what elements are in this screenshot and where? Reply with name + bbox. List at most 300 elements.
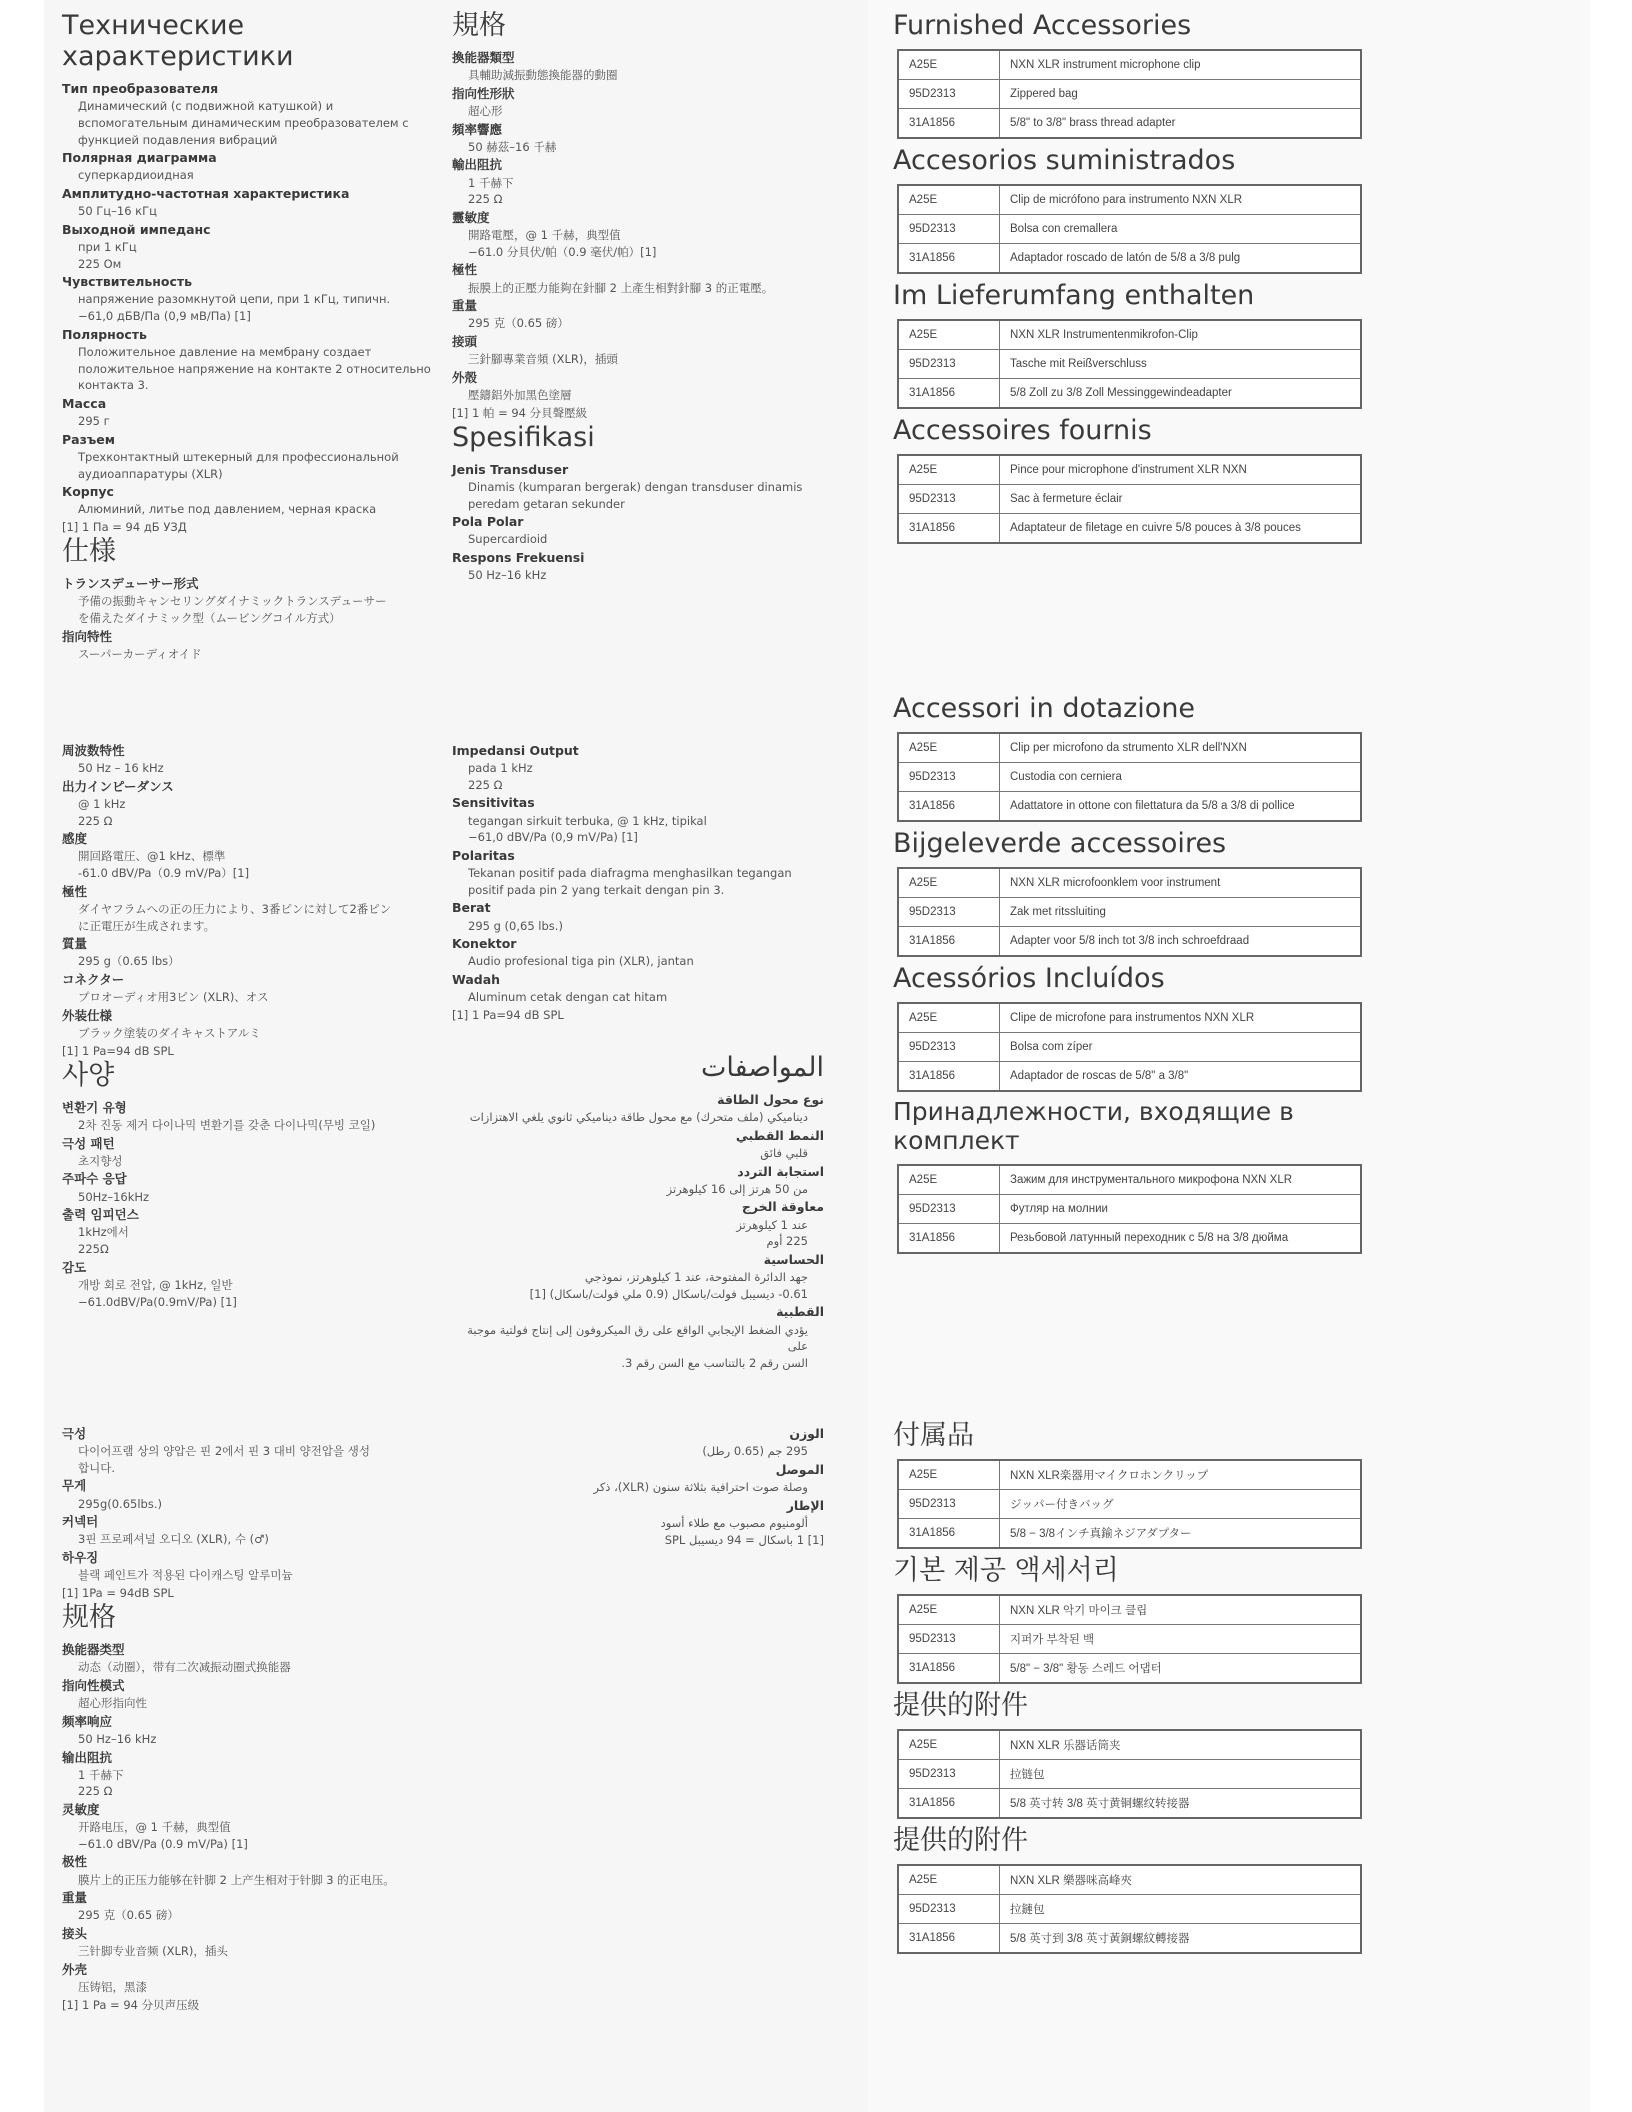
section-title: 规格 (62, 1602, 116, 1634)
accessory-row (898, 215, 1361, 244)
accessory-section (893, 145, 1373, 274)
spec-item (62, 935, 447, 970)
accessory-row (898, 350, 1361, 379)
part-description: Резьбовой латунный переходник с 5/8 на 3/8 дюйма (1000, 1223, 1362, 1253)
accessory-row (898, 1033, 1361, 1062)
part-description: Adaptador de roscas de 5/8" a 3/8" (1000, 1062, 1362, 1092)
spec-value: يؤدي الضغط الإيجابي الواقع على رق الميكروفون إلى إنتاج فولتية موجبة على السن رقم 2 بالتناسب مع السن رقم 3. (467, 1322, 808, 1370)
spec-value: 開路電壓，@ 1 千赫，典型值 −61.0 分貝伏/帕（0.9 毫伏/帕）[1] (468, 228, 657, 259)
accessory-section (893, 963, 1413, 1092)
spec-label: 극성 (62, 1426, 87, 1441)
spec-label: Корпус (62, 484, 114, 500)
part-number: 31A1856 (898, 1519, 1000, 1549)
accessory-section (893, 280, 1373, 409)
spec-item (62, 326, 447, 394)
spec-item (452, 971, 822, 1006)
part-description: Clip per microfono da strumento XLR dell'NXN (1000, 733, 1362, 763)
spec-item (452, 935, 822, 970)
footnote: [1] 1 Pa=94 dB SPL (452, 1007, 564, 1022)
spec-label: معاوقة الخرج (741, 1199, 824, 1215)
spec-item (62, 628, 447, 663)
spec-column-left-bottom (62, 1425, 447, 2014)
accessory-row (898, 868, 1361, 898)
accessory-row (898, 185, 1361, 215)
part-description: NXN XLR楽器用マイクロホンクリップ (1000, 1460, 1362, 1490)
accessories-column-mid (893, 693, 1413, 1260)
spec-value: ديناميكي (ملف متحرك) مع محول طاقة ديناميكي ثانوي يلغي الاهتزازات (469, 1110, 808, 1125)
accessory-section (893, 10, 1373, 139)
spec-section (62, 536, 447, 662)
part-number: A25E (898, 1865, 1000, 1895)
spec-value: Audio profesional tiga pin (XLR), jantan (468, 954, 694, 969)
spec-label: 接头 (62, 1926, 88, 1942)
part-description: 5/8" to 3/8" brass thread adapter (1000, 109, 1362, 139)
spec-label: 極性 (452, 262, 478, 278)
section-title: 規格 (452, 10, 506, 41)
spec-item (452, 49, 822, 84)
spec-label: 출력 임피던스 (62, 1207, 139, 1223)
part-description: Adapter voor 5/8 inch tot 3/8 inch schroefdraad (1000, 927, 1362, 957)
part-description: Clipe de microfone para instrumentos NXN XLR (1000, 1003, 1362, 1033)
spec-label: 接頭 (452, 333, 478, 349)
accessory-title: Accessoires fournis (893, 415, 1152, 447)
accessory-section (893, 1420, 1373, 1549)
spec-item (62, 1853, 447, 1888)
part-description: 지퍼가 부착된 백 (1000, 1625, 1362, 1654)
accessory-title: 提供的附件 (893, 1690, 1028, 1722)
spec-label: Wadah (452, 972, 501, 987)
spec-section (452, 742, 822, 1024)
spec-item (452, 156, 822, 207)
spec-label: الموصل (775, 1461, 824, 1477)
part-description: 拉链包 (1000, 1760, 1362, 1789)
spec-label: 하우징 (62, 1550, 99, 1566)
part-description: 5/8" − 3/8" 황동 스레드 어댑터 (1000, 1654, 1362, 1684)
accessory-section (893, 1825, 1373, 1954)
spec-value: 다이어프램 상의 양압은 핀 2에서 핀 3 대비 양전압을 생성 합니다. (78, 1444, 370, 1475)
spec-value: напряжение разомкнутой цепи, при 1 кГц, типичн. −61,0 дБВ/Па (0,9 мВ/Па) [1] (78, 292, 391, 324)
part-description: Футляр на молнии (1000, 1194, 1362, 1223)
spec-value: 50 Hz–16 kHz (78, 1731, 157, 1746)
part-number: 31A1856 (898, 514, 1000, 544)
accessory-row (898, 379, 1361, 409)
part-description: 5/8 Zoll zu 3/8 Zoll Messinggewindeadapter (1000, 379, 1362, 409)
spec-item (62, 1801, 447, 1852)
spec-value: 295 克（0.65 磅） (468, 316, 569, 331)
accessory-row (898, 1003, 1361, 1033)
spec-item (452, 513, 822, 548)
spec-value: Tekanan positif pada diafragma menghasilkan tegangan positif pada pin 2 yang terkait dengan pin 3. (468, 866, 792, 897)
accessory-title: Bijgeleverde accessoires (893, 828, 1227, 860)
spec-item (62, 1425, 447, 1476)
part-number: A25E (898, 1165, 1000, 1195)
spec-item (452, 261, 822, 296)
part-number: 31A1856 (898, 109, 1000, 139)
part-number: 95D2313 (898, 215, 1000, 244)
part-number: A25E (898, 320, 1000, 350)
part-description: NXN XLR 악기 마이크 클립 (1000, 1595, 1362, 1625)
accessory-row (898, 514, 1361, 544)
spec-item (452, 121, 822, 156)
accessory-table (897, 1864, 1362, 1954)
spec-value: قلبي فائق (760, 1145, 808, 1160)
spec-value: 50 赫茲–16 千赫 (468, 139, 557, 154)
spec-label: 커넥터 (62, 1514, 99, 1530)
spec-item (62, 778, 447, 829)
spec-item (62, 1477, 447, 1512)
accessory-row (898, 1490, 1361, 1519)
spec-item (62, 1206, 447, 1257)
part-number: 31A1856 (898, 927, 1000, 957)
spec-item (560, 1497, 824, 1532)
part-number: A25E (898, 1595, 1000, 1625)
part-description: Sac à fermeture éclair (1000, 485, 1362, 514)
spec-item (62, 80, 447, 148)
spec-section (62, 742, 447, 1060)
part-description: Custodia con cerniera (1000, 763, 1362, 792)
part-number: A25E (898, 1003, 1000, 1033)
spec-value: 50Hz–16kHz (78, 1189, 150, 1204)
accessory-table (897, 867, 1362, 957)
accessories-column-top (893, 10, 1373, 550)
spec-value: Aluminum cetak dengan cat hitam (468, 990, 668, 1005)
part-number: 31A1856 (898, 1924, 1000, 1954)
spec-item (62, 1677, 447, 1712)
spec-value: 개방 회로 전압, @ 1kHz, 일반 −61.0dBV/Pa(0.9mV/Pa) [1] (78, 1277, 237, 1309)
spec-value: Динамический (с подвижной катушкой) и вспомогательным динамическим преобразователем с функцией подавления вибраций (78, 99, 409, 147)
spec-item (62, 830, 447, 881)
section-title: المواصفات (700, 1052, 824, 1083)
spec-section (62, 10, 447, 536)
spec-label: Jenis Transduser (452, 461, 569, 477)
part-number: 95D2313 (898, 763, 1000, 792)
part-number: 31A1856 (898, 1789, 1000, 1819)
spec-item (62, 149, 447, 184)
spec-item (460, 1303, 824, 1371)
part-description: Зажим для инструментального микрофона NXN XLR (1000, 1165, 1362, 1195)
section-title: Spesifikasi (452, 421, 595, 453)
spec-label: 무게 (62, 1478, 87, 1494)
spec-label: 변환기 유형 (62, 1099, 127, 1115)
spec-label: 輸出阻抗 (452, 157, 503, 173)
accessory-table (897, 1164, 1362, 1254)
accessory-row (898, 898, 1361, 927)
part-number: 95D2313 (898, 1625, 1000, 1654)
accessory-row (898, 244, 1361, 274)
part-number: 95D2313 (898, 1033, 1000, 1062)
spec-item (62, 221, 447, 272)
spec-value: وصلة صوت احترافية بثلاثة سنون (XLR)، ذكر (593, 1479, 808, 1494)
spec-column-arabic-bottom (560, 1425, 824, 1550)
part-description: Tasche mit Reißverschluss (1000, 350, 1362, 379)
spec-value: 295 克（0.65 磅） (78, 1908, 179, 1923)
spec-label: Чувствительность (62, 274, 193, 290)
accessory-table (897, 1594, 1362, 1684)
spec-label: Масса (62, 395, 107, 411)
spec-label: Berat (452, 900, 491, 916)
accessory-row (898, 1165, 1361, 1195)
spec-value: 295 g（0.65 lbs） (78, 954, 180, 969)
part-number: 31A1856 (898, 379, 1000, 409)
part-description: Adaptador roscado de latón de 5/8 a 3/8 pulg (1000, 244, 1362, 274)
spec-item (452, 742, 822, 793)
spec-value: 振膜上的正壓力能夠在針腳 2 上產生相對針腳 3 的正電壓。 (468, 280, 774, 295)
spec-item (62, 1513, 447, 1548)
footnote: [1] 1 باسكال = 94 ديسيبل SPL (664, 1533, 824, 1548)
accessory-row (898, 1654, 1361, 1684)
accessory-row (898, 1789, 1361, 1819)
spec-label: Разъем (62, 431, 115, 447)
spec-item (62, 1889, 447, 1924)
part-description: ジッパー付きバッグ (1000, 1490, 1362, 1519)
part-description: NXN XLR Instrumentenmikrofon-Clip (1000, 320, 1362, 350)
spec-label: 外殼 (452, 369, 478, 385)
spec-label: トランスデューサー形式 (62, 576, 199, 592)
part-number: 95D2313 (898, 80, 1000, 109)
spec-value: ألومنيوم مصبوب مع طلاء أسود (660, 1515, 808, 1530)
part-description: 拉鏈包 (1000, 1895, 1362, 1924)
spec-column-left-mid (62, 742, 447, 1311)
spec-item (62, 1259, 447, 1310)
spec-item (62, 273, 447, 324)
part-number: 95D2313 (898, 898, 1000, 927)
spec-item (460, 1091, 824, 1126)
part-number: 95D2313 (898, 485, 1000, 514)
part-number: A25E (898, 733, 1000, 763)
accessory-section (893, 1555, 1373, 1684)
spec-value: 予備の振動キャンセリングダイナミックトランスデューサー を備えたダイナミック型（ムービングコイル方式） (78, 594, 387, 626)
accessory-table (897, 49, 1362, 139)
spec-label: 灵敏度 (62, 1802, 100, 1818)
spec-value: عند 1 كيلوهرتز 225 أوم (736, 1217, 808, 1249)
spec-value: 压铸铝，黑漆 (78, 1980, 147, 1994)
spec-column-left-top (62, 10, 447, 664)
accessory-title: Accessori in dotazione (893, 693, 1196, 724)
part-number: 31A1856 (898, 1223, 1000, 1253)
spec-value: Положительное давление на мембрану создает положительное напряжение на контакте 2 относительно контакта 3. (78, 344, 431, 393)
spec-value: 1kHz에서 225Ω (78, 1225, 129, 1257)
spec-label: الحساسية (763, 1251, 824, 1267)
section-title: 사양 (62, 1059, 115, 1091)
spec-value: 295g(0.65lbs.) (78, 1496, 162, 1511)
spec-label: استجابة التردد (737, 1163, 824, 1179)
spec-label: Konektor (452, 936, 517, 952)
accessory-row (898, 1062, 1361, 1092)
accessory-title: 付属品 (893, 1420, 974, 1451)
spec-label: 주파수 응답 (62, 1171, 127, 1187)
accessory-table (897, 1729, 1362, 1819)
accessory-row (898, 80, 1361, 109)
spec-section (62, 1060, 447, 1310)
accessory-row (898, 455, 1361, 485)
spec-label: 指向性形狀 (452, 85, 515, 101)
spec-item (62, 575, 447, 626)
spec-value: 三针脚专业音频 (XLR)，插头 (78, 1944, 228, 1959)
part-description: NXN XLR 樂器咪高峰夾 (1000, 1865, 1362, 1895)
accessory-row (898, 1595, 1361, 1625)
part-description: Bolsa con cremallera (1000, 215, 1362, 244)
accessory-title: Im Lieferumfang enthalten (893, 280, 1255, 312)
spec-item (62, 1549, 447, 1584)
spec-section (452, 10, 822, 422)
spec-value: 动态（动圈），带有二次减振动圈式换能器 (78, 1660, 291, 1675)
part-description: Clip de micrófono para instrumento NXN XLR (1000, 185, 1362, 215)
spec-value: 三針腳專業音頻 (XLR)，插頭 (468, 352, 618, 367)
spec-value: スーパーカーディオイド (78, 646, 202, 661)
spec-value: من 50 هرتز إلى 16 كيلوهرتز (666, 1181, 808, 1196)
accessory-row (898, 1194, 1361, 1223)
accessory-row (898, 1625, 1361, 1654)
accessory-title: Accesorios suministrados (893, 145, 1236, 177)
accessory-row (898, 50, 1361, 80)
part-number: 31A1856 (898, 792, 1000, 822)
spec-item (62, 395, 447, 430)
spec-item (62, 971, 447, 1006)
section-title: Технические характеристики (62, 10, 294, 73)
spec-label: Амплитудно-частотная характеристика (62, 186, 350, 202)
spec-value: Алюминий, литье под давлением, черная краска (78, 502, 377, 517)
spec-value: Supercardioid (468, 532, 548, 547)
spec-item (452, 549, 822, 584)
spec-value: 초지향성 (78, 1153, 123, 1168)
spec-label: 外装仕様 (62, 1007, 113, 1023)
spec-label: 指向性模式 (62, 1677, 125, 1693)
accessory-table (897, 184, 1362, 274)
spec-item (452, 209, 822, 260)
footnote: [1] 1 Pa = 94 分贝声压级 (62, 1997, 200, 2012)
spec-value: при 1 кГц 225 Ом (78, 239, 137, 271)
spec-item (452, 794, 822, 845)
part-description: Zippered bag (1000, 80, 1362, 109)
part-number: 95D2313 (898, 350, 1000, 379)
accessory-row (898, 763, 1361, 792)
accessory-title: Acessórios Incluídos (893, 963, 1165, 995)
spec-value: 1 千赫下 225 Ω (468, 175, 514, 207)
section-title: 仕様 (62, 536, 116, 568)
spec-label: Sensitivitas (452, 795, 535, 811)
spec-label: 出力インピーダンス (62, 778, 174, 794)
part-description: Bolsa com zíper (1000, 1033, 1362, 1062)
part-number: 31A1856 (898, 244, 1000, 274)
spec-item (62, 1170, 447, 1205)
accessory-row (898, 792, 1361, 822)
spec-item (62, 1749, 447, 1800)
part-description: Adaptateur de filetage en cuivre 5/8 pouces à 3/8 pouces (1000, 514, 1362, 544)
part-number: A25E (898, 1730, 1000, 1760)
spec-value: 블랙 페인트가 적용된 다이캐스팅 알루미늄 (78, 1568, 293, 1583)
spec-item (62, 1099, 447, 1134)
part-number: 95D2313 (898, 1760, 1000, 1789)
accessory-row (898, 1223, 1361, 1253)
part-description: Adattatore in ottone con filettatura da 5/8 a 3/8 di pollice (1000, 792, 1362, 822)
accessory-section (893, 1690, 1373, 1819)
part-description: NXN XLR microfoonklem voor instrument (1000, 868, 1362, 898)
spec-label: 极性 (62, 1854, 88, 1870)
spec-label: 靈敏度 (452, 209, 490, 225)
accessory-row (898, 1730, 1361, 1760)
accessories-column-bottom (893, 1420, 1373, 1960)
spec-value: ダイヤフラムへの正の圧力により、3番ピンに対して2番ピン に正電圧が生成されます。 (78, 901, 392, 933)
spec-column-arabic-top (460, 1052, 824, 1373)
spec-label: コネクター (62, 972, 125, 987)
spec-label: 극성 패턴 (62, 1135, 115, 1151)
spec-label: الإطار (786, 1497, 824, 1513)
spec-label: 换能器类型 (62, 1642, 125, 1658)
accessory-row (898, 485, 1361, 514)
spec-value: pada 1 kHz 225 Ω (468, 761, 533, 792)
accessory-row (898, 320, 1361, 350)
spec-item (460, 1251, 824, 1302)
spec-item (62, 1135, 447, 1170)
spec-label: Polaritas (452, 847, 515, 863)
part-number: A25E (898, 455, 1000, 485)
spec-value: 膜片上的正压力能够在针脚 2 上产生相对于针脚 3 的正电压。 (78, 1872, 395, 1887)
spec-label: Тип преобразователя (62, 81, 219, 97)
spec-value: Dinamis (kumparan bergerak) dengan transduser dinamis peredam getaran sekunder (468, 479, 803, 511)
spec-section (560, 1425, 824, 1550)
footnote: [1] 1 帕 = 94 分貝聲壓級 (452, 405, 588, 420)
spec-label: Выходной импеданс (62, 221, 211, 237)
spec-value: 50 Гц–16 кГц (78, 204, 157, 219)
spec-item (452, 297, 822, 332)
spec-label: Respons Frekuensi (452, 550, 585, 566)
spec-item (62, 1925, 447, 1960)
accessory-title: 기본 제공 액세서리 (893, 1555, 1119, 1587)
spec-label: 換能器類型 (452, 50, 515, 66)
spec-item (62, 883, 447, 934)
accessory-table (897, 1002, 1362, 1092)
spec-value: 295 g (0,65 lbs.) (468, 918, 563, 933)
spec-section (460, 1052, 824, 1372)
spec-item (560, 1425, 824, 1460)
spec-item (452, 369, 822, 404)
spec-item (452, 461, 822, 512)
accessory-section (893, 1098, 1413, 1254)
part-description: NXN XLR 乐器话筒夹 (1000, 1730, 1362, 1760)
spec-value: 开路电压，@ 1 千赫，典型值 −61.0 dBV/Pa (0.9 mV/Pa) [1] (78, 1820, 248, 1851)
part-number: 31A1856 (898, 1062, 1000, 1092)
spec-value: 超心形指向性 (78, 1696, 147, 1711)
spec-item (62, 1961, 447, 1996)
part-description: NXN XLR instrument microphone clip (1000, 50, 1362, 80)
part-number: A25E (898, 185, 1000, 215)
spec-label: القطبية (776, 1304, 824, 1320)
spec-value: 1 千赫下 225 Ω (78, 1767, 124, 1799)
spec-value: @ 1 kHz 225 Ω (78, 796, 126, 828)
spec-label: 指向特性 (62, 628, 113, 644)
spec-value: 壓鑄鋁外加黑色塗層 (468, 387, 572, 402)
spec-section (452, 422, 822, 584)
spec-label: نوع محول الطاقة (717, 1092, 824, 1108)
spec-column-mid-top (452, 10, 822, 585)
accessory-row (898, 733, 1361, 763)
part-description: 5/8 − 3/8インチ真鍮ネジアダプター (1000, 1519, 1362, 1549)
spec-label: Полярность (62, 326, 147, 342)
accessory-title: Furnished Accessories (893, 10, 1192, 41)
spec-item (62, 483, 447, 518)
spec-value: جهد الدائرة المفتوحة، عند 1 كيلوهرتز، نموذجي 0.61- ديسيبل فولت/باسكال (0.9 ملي فولت/باسكال) [1] (529, 1270, 808, 1301)
spec-value: 295 جم (0.65 رطل) (702, 1444, 808, 1459)
accessory-section (893, 415, 1373, 544)
spec-column-mid-mid (452, 742, 822, 1024)
spec-label: 频率响应 (62, 1713, 113, 1729)
spec-label: Полярная диаграмма (62, 150, 217, 166)
accessory-table (897, 454, 1362, 544)
spec-label: Impedansi Output (452, 743, 579, 758)
spec-label: 極性 (62, 883, 88, 899)
spec-item (560, 1461, 824, 1496)
spec-value: 295 г (78, 414, 110, 429)
